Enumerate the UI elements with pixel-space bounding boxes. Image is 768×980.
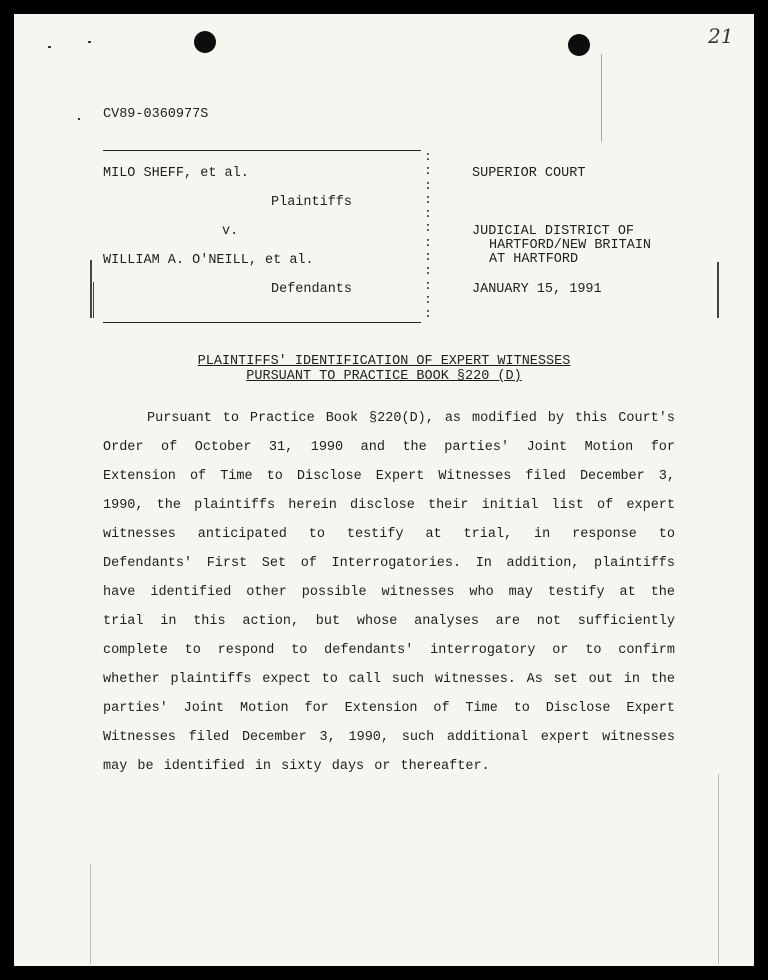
district-line-3: AT HARTFORD [489,252,579,267]
caption-colon: : [424,249,432,265]
caption-colon: : [424,163,432,179]
caption-colon: : [424,263,432,279]
caption-colon: : [424,291,432,307]
document-body [103,404,675,781]
margin-mark-right-top [601,54,602,142]
filing-date: JANUARY 15, 1991 [472,282,602,297]
margin-mark-right [717,262,719,318]
caption-colon: : [424,234,432,250]
caption-bottom-rule [103,322,421,323]
caption-colon-column [424,150,434,322]
court-name: SUPERIOR COURT [472,166,586,181]
district-line-1: JUDICIAL DISTRICT OF [472,224,635,239]
caption-colon: : [424,277,432,293]
body-paragraph: Pursuant to Practice Book §220(D), as modified by this Court's Order of October 31, 1990 and the parties' Joint Motion for Extension of Time to Disclose Expert Witnesses filed December 3, 1990, the plaintiffs herein disclose their initial list of expert witnesses anticipated to testify at trial, in response to Defendants' First Set of Interrogatories. In addition, plaintiffs have identified other possible witnesses who may testify at the trial in this action, but whose analyses are not sufficiently complete to respond to defendants' interrogatory or to confirm whether plaintiffs expect to call such witnesses. As set out in the parties' Joint Motion for Extension of Time to Disclose Expert Witnesses filed December 3, 1990, such additional expert witnesses may be identified in sixty days or thereafter. [103,411,675,774]
defendant-name: WILLIAM A. O'NEILL, et al. [103,253,314,268]
caption-colon: : [424,191,432,207]
margin-mark-left-bottom [90,864,91,964]
caption-colon: : [424,177,432,193]
title-text: PLAINTIFFS' IDENTIFICATION OF EXPERT WITNESSES [197,354,571,369]
document-page [14,14,754,966]
docket-number: CV89-0360977S [103,107,209,122]
caption-colon: : [424,220,432,236]
district-line-2: HARTFORD/NEW BRITAIN [489,238,652,253]
handwritten-page-number: 21 [708,24,734,48]
margin-mark-left [90,260,92,318]
plaintiff-name: MILO SHEFF, et al. [103,166,249,181]
document-title-line-2 [14,369,754,384]
punch-hole-right [568,34,590,56]
defendant-role: Defendants [271,282,353,297]
margin-mark-left-inner [93,282,94,318]
plaintiff-role: Plaintiffs [271,195,353,210]
document-title-line-1 [14,354,754,369]
caption-colon: : [424,149,432,164]
punch-hole-left [194,31,216,53]
title-text: PURSUANT TO PRACTICE BOOK §220 (D) [246,369,522,384]
versus-label: v. [222,224,239,239]
caption-top-rule [103,150,421,151]
margin-mark-right-bottom [718,774,719,964]
scan-speck [88,41,91,43]
caption-colon: : [424,306,432,322]
caption-colon: : [424,206,432,222]
scan-speck [78,118,80,120]
scan-speck [48,46,51,48]
